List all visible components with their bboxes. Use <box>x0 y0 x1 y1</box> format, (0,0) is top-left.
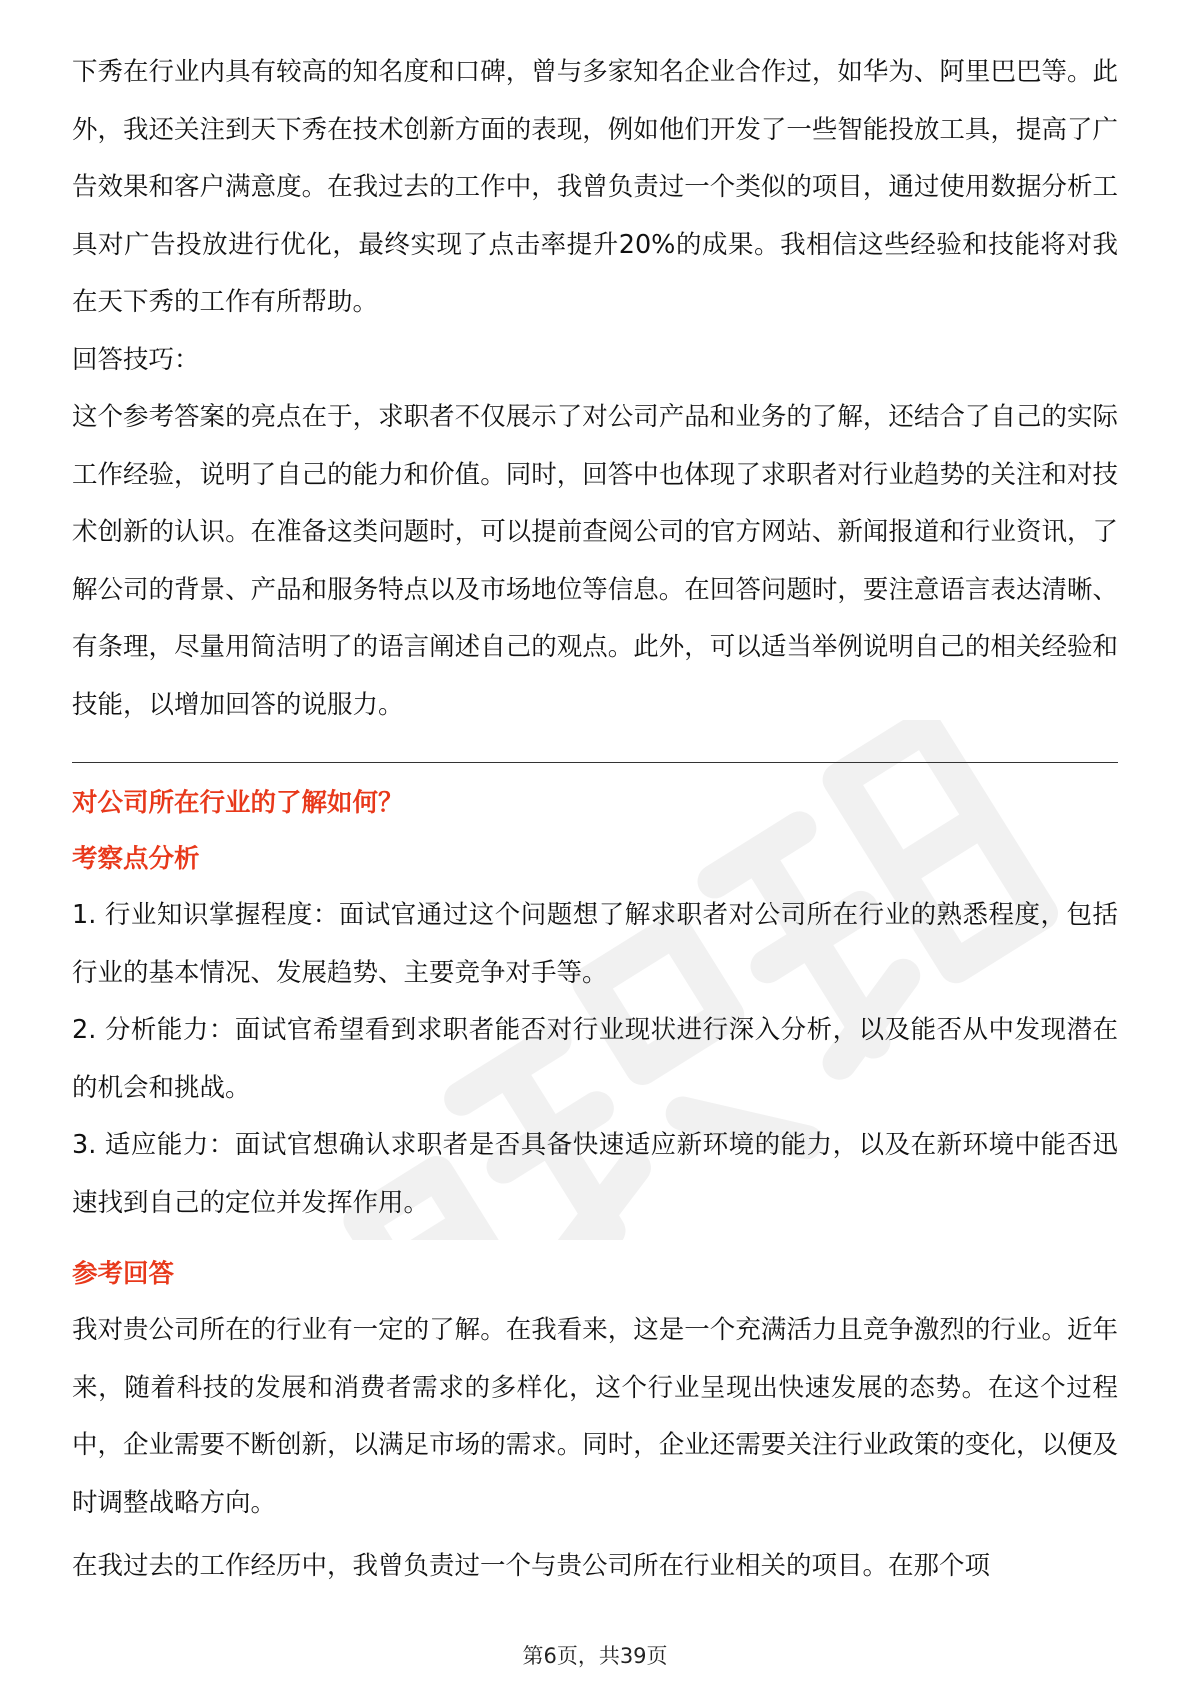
reference-paragraph: 我对贵公司所在的行业有一定的了解。在我看来，这是一个充满活力且竞争激烈的行业。近年来，随着科技的发展和消费者需求的多样化，这个行业呈现出快速发展的态势。在这个过程中，企业需要不断创新，以满足市场的需求。同时，企业还需要关注行业政策的变化，以便及时调整战略方向。 <box>72 1315 1118 1518</box>
analysis-point: 1. 行业知识掌握程度：面试官通过这个问题想了解求职者对公司所在行业的熟悉程度，包括行业的基本情况、发展趋势、主要竞争对手等。 <box>72 900 1118 988</box>
analysis-heading: 考察点分析 <box>72 844 200 874</box>
reference-heading: 参考回答 <box>72 1259 175 1289</box>
tips-text: 这个参考答案的亮点在于，求职者不仅展示了对公司产品和业务的了解，还结合了自己的实际工作经验，说明了自己的能力和价值。同时，回答中也体现了求职者对行业趋势的关注和对技术创新的认识。在准备这类问题时，可以提前查阅公司的官方网站、新闻报道和行业资讯，了解公司的背景、产品和服务特点以及市场地位等信息。在回答问题时，要注意语言表达清晰、有条理，尽量用简洁明了的语言阐述自己的观点。此外，可以适当举例说明自己的相关经验和技能，以增加回答的说服力。 <box>72 402 1118 720</box>
reference-paragraph: 在我过去的工作经历中，我曾负责过一个与贵公司所在行业相关的项目。在那个项 <box>72 1551 991 1581</box>
analysis-point: 3. 适应能力：面试官想确认求职者是否具备快速适应新环境的能力，以及在新环境中能否迅速找到自己的定位并发挥作用。 <box>72 1130 1118 1218</box>
question-heading: 对公司所在行业的了解如何？ <box>72 788 404 818</box>
page-content <box>72 44 1118 1596</box>
tips-label: 回答技巧： <box>72 344 200 375</box>
analysis-point: 2. 分析能力：面试官希望看到求职者能否对行业现状进行深入分析，以及能否从中发现潜在的机会和挑战。 <box>72 1015 1118 1103</box>
page-footer: 第6页，共39页 <box>522 1644 668 1668</box>
spacer <box>72 1232 1118 1246</box>
previous-answer-tail: 下秀在行业内具有较高的知名度和口碑，曾与多家知名企业合作过，如华为、阿里巴巴等。此外，我还关注到天下秀在技术创新方面的表现，例如他们开发了一些智能投放工具，提高了广告效果和客户满意度。在我过去的工作中，我曾负责过一个类似的项目，通过使用数据分析工具对广告投放进行优化，最终实现了点击率提升20%的成果。我相信这些经验和技能将对我在天下秀的工作有所帮助。 <box>72 57 1118 317</box>
section-divider <box>72 762 1118 763</box>
